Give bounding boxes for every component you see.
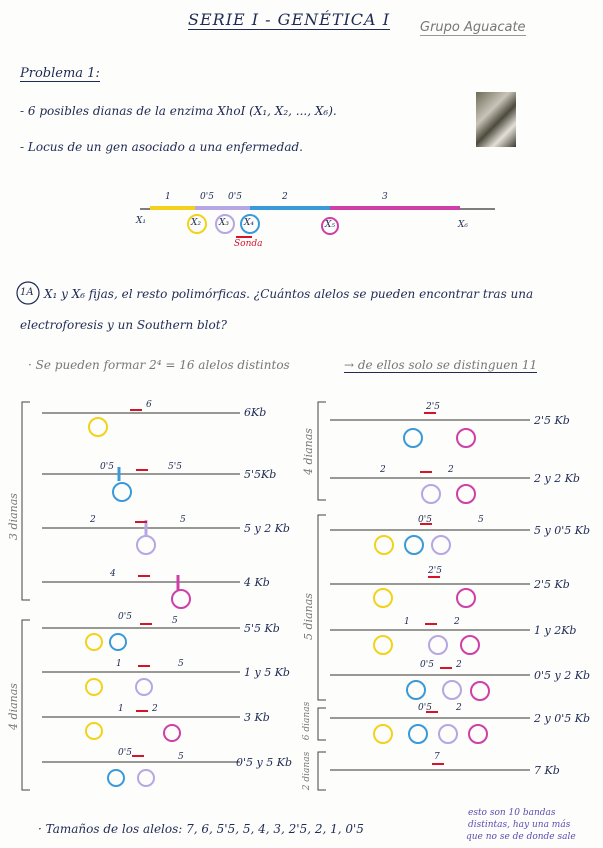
map-seg-2: 0'5 [200, 192, 214, 202]
left-row-4-size: 4 Kb [244, 576, 270, 589]
problem-heading: Problema 1: [20, 66, 100, 81]
right-row-8-top: 7 [434, 752, 440, 762]
q1a-answer-b: → de ellos solo se distinguen 11 [344, 358, 538, 372]
group-5-dianas: 5 dianas [301, 593, 315, 640]
right-row-7-size: 2 y 0'5 Kb [534, 712, 590, 725]
left-row-3-mid: 5 [180, 515, 186, 525]
group-2-dianas: 2 dianas [302, 751, 313, 791]
left-row-7-size: 3 Kb [244, 711, 270, 724]
left-row-8-size: 0'5 y 5 Kb [236, 756, 292, 769]
map-site-x2: X₂ [191, 218, 202, 228]
map-x1: X₁ [136, 216, 147, 226]
right-row-6-size: 0'5 y 2 Kb [534, 669, 590, 682]
left-row-8-mid: 5 [178, 752, 184, 762]
group-4-dianas-right: 4 dianas [301, 428, 315, 475]
note-line-1: esto son 10 bandas [468, 808, 556, 818]
right-row-2-top: 2 [380, 465, 386, 475]
right-row-1-top: 2'5 [426, 402, 440, 412]
group-3-dianas: 3 dianas [6, 493, 20, 540]
left-row-7-mid: 2 [152, 704, 158, 714]
left-row-5-top: 0'5 [118, 612, 132, 622]
sonda-label: Sonda [234, 239, 263, 249]
right-row-4-top: 2'5 [428, 566, 442, 576]
right-row-8-size: 7 Kb [534, 764, 560, 777]
map-site-x3: X₃ [219, 218, 230, 228]
group-4-dianas-left: 4 dianas [6, 683, 20, 730]
left-row-3-size: 5 y 2 Kb [244, 522, 290, 535]
right-row-5-size: 1 y 2Kb [534, 624, 577, 637]
right-row-5-mid: 2 [454, 617, 460, 627]
left-row-4-top: 4 [110, 569, 116, 579]
map-site-x4: X₄ [244, 218, 255, 228]
q1a-number: 1A [20, 287, 34, 298]
q1a-text-2: electroforesis y un Southern blot? [20, 318, 227, 332]
map-seg-3: 0'5 [228, 192, 242, 202]
problem-line-1: - 6 posibles dianas de la enzima XhoI (X₁, X₂, ..., X₆). [20, 104, 337, 118]
group-6-dianas: 6 dianas [302, 701, 313, 741]
right-row-3-size: 5 y 0'5 Kb [534, 524, 590, 537]
right-row-7-top: 0'5 [418, 703, 432, 713]
map-seg-5: 3 [382, 192, 388, 202]
right-row-2-mid: 2 [448, 465, 454, 475]
allele-sizes: · Tamaños de los alelos: 7, 6, 5'5, 5, 4, 3, 2'5, 2, 1, 0'5 [38, 822, 364, 836]
right-row-6-mid: 2 [456, 660, 462, 670]
page-title: SERIE I - GENÉTICA I [188, 10, 391, 29]
left-row-3-top: 2 [90, 515, 96, 525]
q1a-text-1: X₁ y X₆ fijas, el resto polimórficas. ¿Cuántos alelos se pueden encontrar tras una [44, 287, 534, 301]
right-row-5-top: 1 [404, 617, 410, 627]
right-row-1-size: 2'5 Kb [534, 414, 570, 427]
map-seg-4: 2 [282, 192, 288, 202]
left-row-5-mid: 5 [172, 616, 178, 626]
left-row-6-top: 1 [116, 659, 122, 669]
left-row-1-top: 6 [146, 400, 152, 410]
left-row-8-top: 0'5 [118, 748, 132, 758]
map-x6: X₆ [458, 220, 469, 230]
left-row-2-mid: 5'5 [168, 462, 182, 472]
right-row-7-mid: 2 [456, 703, 462, 713]
right-row-2-size: 2 y 2 Kb [534, 472, 580, 485]
left-row-7-top: 1 [118, 704, 124, 714]
note-line-3: que no se de donde sale [466, 832, 576, 842]
left-row-6-size: 1 y 5 Kb [244, 666, 290, 679]
right-row-4-size: 2'5 Kb [534, 578, 570, 591]
right-row-3-mid: 5 [478, 515, 484, 525]
left-row-2-top: 0'5 [100, 462, 114, 472]
left-row-1-size: 6Kb [244, 406, 267, 419]
map-site-x5: X₅ [325, 220, 336, 230]
left-row-5-size: 5'5 Kb [244, 622, 280, 635]
right-row-6-top: 0'5 [420, 660, 434, 670]
group-name: Grupo Aguacate [420, 20, 526, 35]
left-row-6-mid: 5 [178, 659, 184, 669]
note-line-2: distintas, hay una más [468, 820, 571, 830]
left-row-2-size: 5'5Kb [244, 468, 277, 481]
problem-line-2: - Locus de un gen asociado a una enfermedad. [20, 140, 303, 154]
map-seg-1: 1 [165, 192, 171, 202]
q1a-answer-a: · Se pueden formar 2⁴ = 16 alelos distintos [28, 358, 290, 372]
right-row-3-top: 0'5 [418, 515, 432, 525]
